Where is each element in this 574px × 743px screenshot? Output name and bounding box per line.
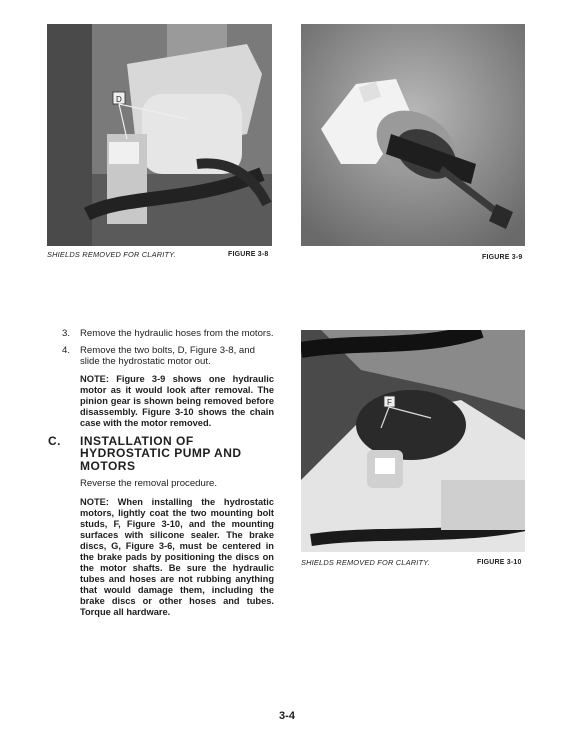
step-4-number: 4.	[62, 345, 71, 357]
note-figure-3-9: NOTE: Figure 3-9 shows one hydraulic motor as it would look after removal. The pinion gear is shown being removed before disassembly. Figure 3-10 shows the chain case with the motor removed.	[80, 373, 274, 428]
step-4	[62, 345, 274, 367]
figure-3-10-label: FIGURE 3-10	[477, 559, 522, 566]
section-heading	[48, 435, 274, 472]
text-column	[48, 328, 274, 619]
figure-3-9-photo	[301, 24, 525, 246]
step-3	[62, 328, 274, 339]
step-3-number: 3.	[62, 328, 71, 339]
step-4-text: Remove the two bolts, D, Figure 3-8, and slide the hydrostatic motor out.	[80, 345, 255, 368]
figure-3-8-callout: D	[116, 95, 122, 104]
figure-3-10-callout: F	[387, 398, 392, 407]
reverse-procedure-text: Reverse the removal procedure.	[80, 478, 218, 490]
figure-3-8-label: FIGURE 3-8	[228, 251, 269, 258]
note-installation: NOTE: When installing the hydrostatic motors, lightly coat the two mounting bolt studs, F, Figure 3-10, and the mounting surfaces with silicone sealer. The brake discs, G, Figure 3-6, must be centered in the brake pads by positioning the discs on the motor shafts. Be sure the hydraulic tubes and hoses are not rubbing anything that would damage them, including the brake discs or other hoses and tubes. Torque all hardware.	[80, 496, 274, 618]
page-number: 3-4	[279, 710, 295, 722]
step-3-text: Remove the hydraulic hoses from the motors.	[80, 328, 274, 339]
figure-3-10-caption: SHIELDS REMOVED FOR CLARITY.	[301, 558, 430, 567]
figure-3-9-label: FIGURE 3-9	[482, 254, 523, 261]
figure-3-8-caption: SHIELDS REMOVED FOR CLARITY.	[47, 250, 176, 259]
figure-3-8-photo	[47, 24, 272, 246]
section-title: INSTALLATION OF HYDROSTATIC PUMP AND MOTORS	[80, 434, 242, 473]
figure-3-10-photo	[301, 330, 525, 552]
section-letter: C.	[48, 434, 61, 449]
